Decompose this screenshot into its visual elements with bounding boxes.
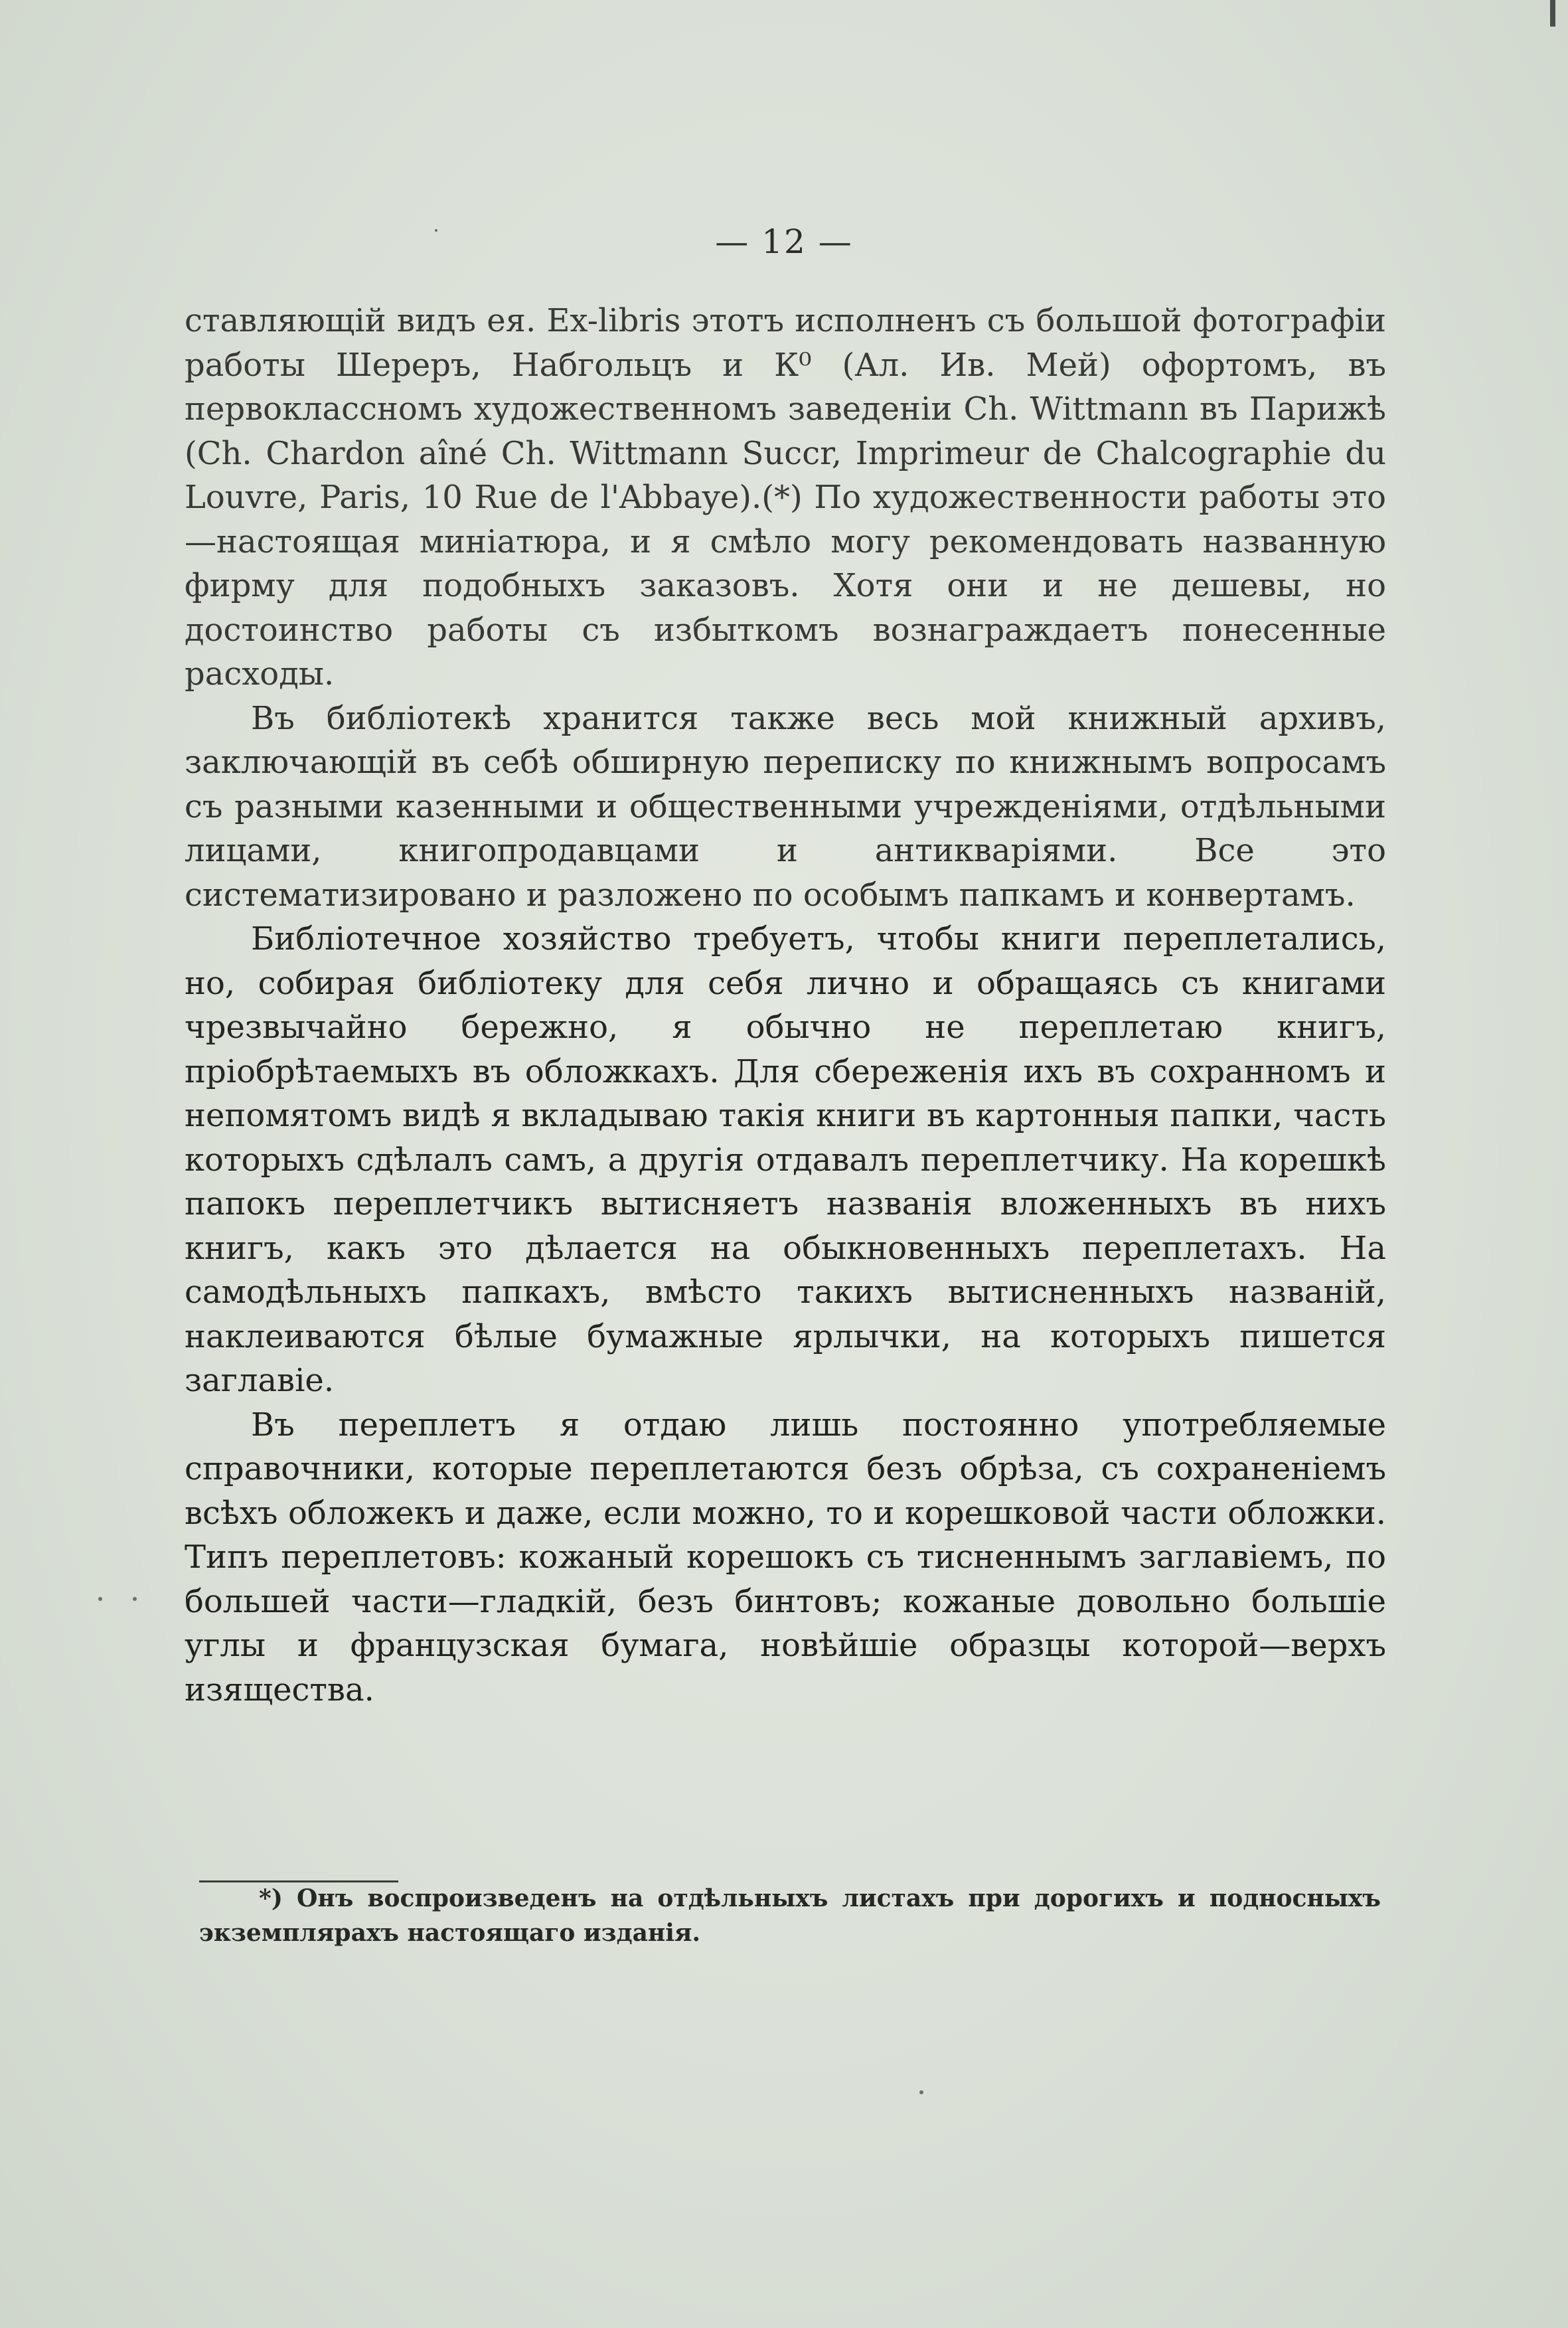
page-edge-mark xyxy=(1550,0,1555,27)
margin-speck xyxy=(919,2090,923,2094)
paragraph-3: Библіотечное хозяйство требуетъ, чтобы книги переплетались, но, собирая библіотеку для себя лично и обращаясь съ книгами чрезвычайно бережно, я обычно не переплетаю книгъ, пріобрѣтаемыхъ въ обложкахъ. Для сбереженія ихъ въ сохранномъ и непомятомъ видѣ я вкладываю такія книги въ картонныя папки, часть которыхъ сдѣлалъ самъ, а другія отдавалъ переплетчику. На корешкѣ папокъ переплетчикъ вытисняетъ названія вложенныхъ въ нихъ книгъ, какъ это дѣлается на обыкновенныхъ переплетахъ. На самодѣльныхъ папкахъ, вмѣсто такихъ вытисненныхъ названій, наклеиваются бѣлые бумажные ярлычки, на которыхъ пишется заглавіе. xyxy=(185,920,1386,1399)
footnote: *) Онъ воспроизведенъ на отдѣльныхъ листахъ при дорогихъ и подносныхъ экземплярахъ настоящаго изданія. xyxy=(199,1884,1381,1947)
paragraph-1: ставляющій видъ ея. Ex-libris этотъ исполненъ съ большой фотографіи работы Шереръ, Набгольцъ и К⁰ (Ал. Ив. Мей) офортомъ, въ первоклассномъ художественномъ заведеніи Ch. Wittmann въ Парижѣ (Ch. Chardon aîné Ch. Wittmann Succr, Imprimeur de Chalcographie du Louvre, Paris, 10 Rue de l'Abbaye).(*) По художественности работы это—настоящая миніатюра, и я смѣло могу рекомендовать названную фирму для подобныхъ заказовъ. Хотя они и не дешевы, но достоинство работы съ избыткомъ вознаграждаетъ понесенные расходы. xyxy=(185,302,1386,693)
paragraph-2: Въ библіотекѣ хранится также весь мой книжный архивъ, заключающій въ себѣ обширную переписку по книжнымъ вопросамъ съ разными казенными и общественными учрежденіями, отдѣльными лицами, книгопродавцами и антикваріями. Все это систематизировано и разложено по особымъ папкамъ и конвертамъ. xyxy=(185,699,1386,914)
page-number: — 12 — xyxy=(715,222,853,261)
margin-speck xyxy=(98,1597,102,1601)
paragraph-4: Въ переплетъ я отдаю лишь постоянно употребляемые справочники, которые переплетаются безъ обрѣза, съ сохраненіемъ всѣхъ обложекъ и даже, если можно, то и корешковой части обложки. Типъ переплетовъ: кожаный корешокъ съ тисненнымъ заглавіемъ, по большей части—гладкій, безъ бинтовъ; кожаные довольно большіе углы и французская бумага, новѣйшіе образцы которой—верхъ изящества. xyxy=(185,1406,1386,1708)
body-text xyxy=(185,299,1386,1712)
margin-speck xyxy=(435,229,437,232)
margin-speck xyxy=(133,1597,137,1601)
